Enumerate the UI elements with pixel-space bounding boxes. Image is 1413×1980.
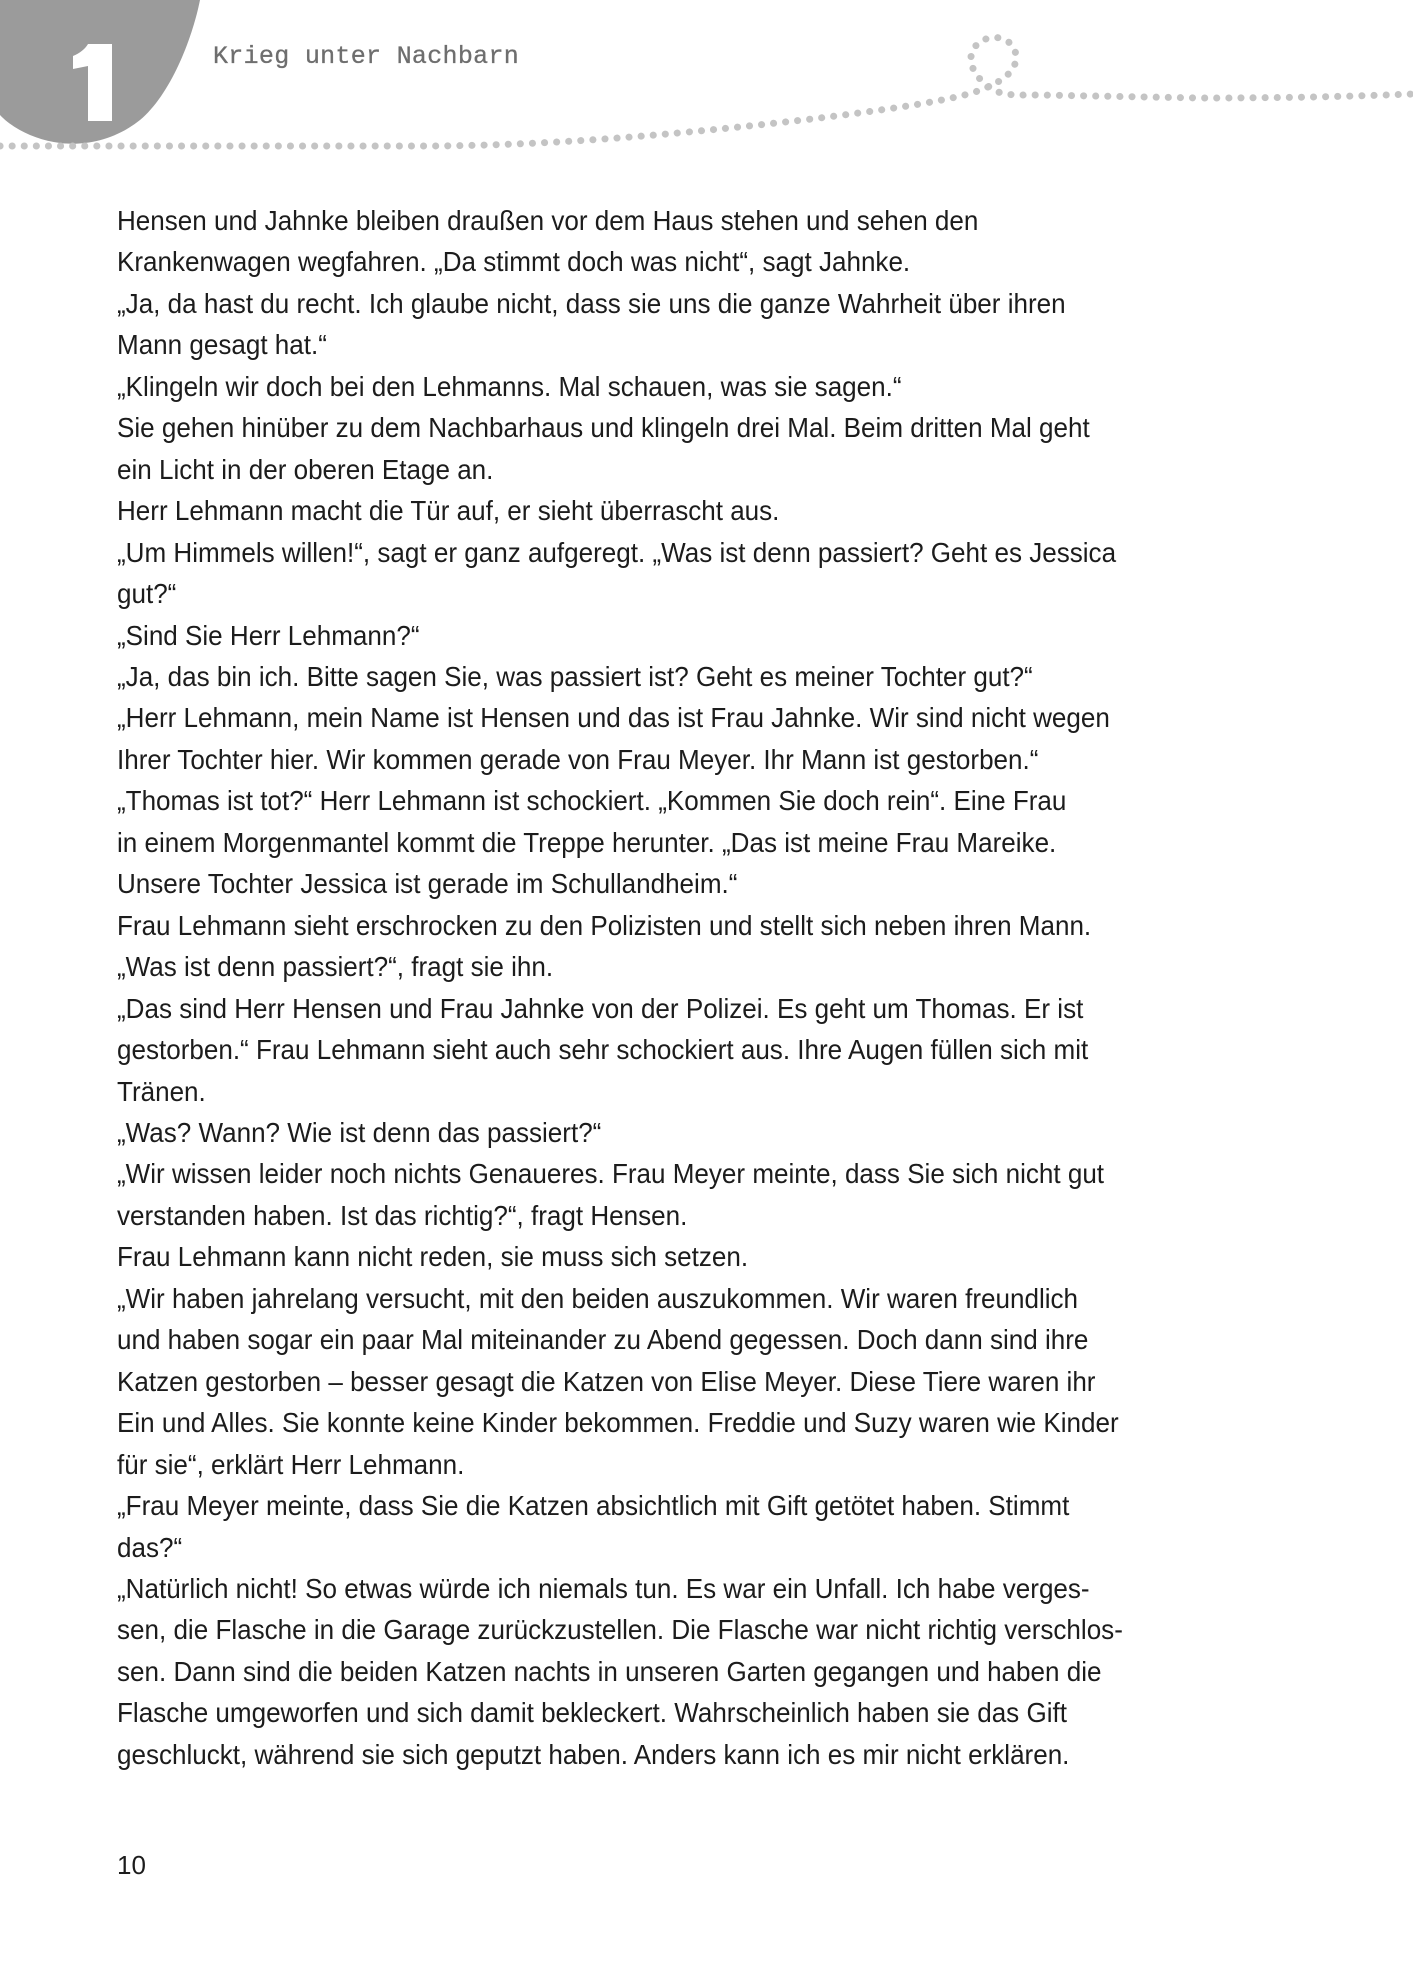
text-line: geschluckt, während sie sich geputzt haben. Anders kann ich es mir nicht erklären. <box>117 1738 1070 1770</box>
text-line: Frau Lehmann kann nicht reden, sie muss sich setzen. <box>117 1241 749 1273</box>
text-line: Flasche umgeworfen und sich damit bekleckert. Wahrscheinlich haben sie das Gift <box>117 1697 1067 1729</box>
text-line: gut?“ <box>117 578 177 610</box>
text-line: Mann gesagt hat.“ <box>117 329 327 361</box>
text-line: verstanden haben. Ist das richtig?“, fragt Hensen. <box>117 1199 688 1231</box>
text-line: Ihrer Tochter hier. Wir kommen gerade von Frau Meyer. Ihr Mann ist gestorben.“ <box>117 743 1039 775</box>
text-line: Tränen. <box>117 1075 206 1107</box>
text-line: Katzen gestorben – besser gesagt die Katzen von Elise Meyer. Diese Tiere waren ihr <box>117 1365 1096 1397</box>
text-line: Ein und Alles. Sie konnte keine Kinder bekommen. Freddie und Suzy waren wie Kinder <box>117 1407 1119 1439</box>
text-line: Sie gehen hinüber zu dem Nachbarhaus und klingeln drei Mal. Beim dritten Mal geht <box>117 412 1090 444</box>
text-line: ein Licht in der oberen Etage an. <box>117 453 494 485</box>
page-number: 10 <box>117 1850 146 1880</box>
text-line: gestorben.“ Frau Lehmann sieht auch sehr schockiert aus. Ihre Augen füllen sich mit <box>117 1034 1089 1066</box>
text-line: Hensen und Jahnke bleiben draußen vor dem Haus stehen und sehen den <box>117 205 979 236</box>
text-line: das?“ <box>117 1531 183 1563</box>
text-line: „Wir haben jahrelang versucht, mit den beiden auszukommen. Wir waren freundlich <box>117 1282 1079 1314</box>
text-line: „Was ist denn passiert?“, fragt sie ihn. <box>117 951 554 983</box>
text-line: Frau Lehmann sieht erschrocken zu den Polizisten und stellt sich neben ihren Mann. <box>117 909 1092 941</box>
chapter-title: Krieg unter Nachbarn <box>213 42 520 71</box>
text-line: „Sind Sie Herr Lehmann?“ <box>117 619 420 651</box>
text-line: sen, die Flasche in die Garage zurückzustellen. Die Flasche war nicht richtig verschlos- <box>117 1614 1123 1646</box>
text-line: „Um Himmels willen!“, sagt er ganz aufgeregt. „Was ist denn passiert? Geht es Jessica <box>117 536 1117 568</box>
story-text <box>117 200 1257 1775</box>
text-line: Unsere Tochter Jessica ist gerade im Schullandheim.“ <box>117 868 738 900</box>
text-line: in einem Morgenmantel kommt die Treppe herunter. „Das ist meine Frau Mareike. <box>117 826 1057 858</box>
text-line: und haben sogar ein paar Mal miteinander zu Abend gegessen. Doch dann sind ihre <box>117 1324 1089 1356</box>
chapter-number-tab <box>0 0 220 160</box>
text-line: „Ja, da hast du recht. Ich glaube nicht, dass sie uns die ganze Wahrheit über ihren <box>117 287 1066 319</box>
text-line: „Klingeln wir doch bei den Lehmanns. Mal schauen, was sie sagen.“ <box>117 370 902 402</box>
text-line: „Ja, das bin ich. Bitte sagen Sie, was passiert ist? Geht es meiner Tochter gut?“ <box>117 660 1033 692</box>
text-line: „Herr Lehmann, mein Name ist Hensen und das ist Frau Jahnke. Wir sind nicht wegen <box>117 702 1110 734</box>
text-line: Herr Lehmann macht die Tür auf, er sieht überrascht aus. <box>117 495 780 527</box>
text-line: „Frau Meyer meinte, dass Sie die Katzen absichtlich mit Gift getötet haben. Stimmt <box>117 1490 1070 1522</box>
text-line: für sie“, erklärt Herr Lehmann. <box>117 1448 465 1480</box>
text-line: sen. Dann sind die beiden Katzen nachts in unseren Garten gegangen und haben die <box>117 1655 1102 1687</box>
text-line: „Das sind Herr Hensen und Frau Jahnke von der Polizei. Es geht um Thomas. Er ist <box>117 992 1084 1024</box>
text-line: „Thomas ist tot?“ Herr Lehmann ist schockiert. „Kommen Sie doch rein“. Eine Frau <box>117 785 1067 817</box>
text-line: Krankenwagen wegfahren. „Da stimmt doch was nicht“, sagt Jahnke. <box>117 246 911 278</box>
text-line: „Was? Wann? Wie ist denn das passiert?“ <box>117 1116 602 1148</box>
text-line: „Wir wissen leider noch nichts Genaueres. Frau Meyer meinte, dass Sie sich nicht gut <box>117 1158 1105 1190</box>
text-line: „Natürlich nicht! So etwas würde ich niemals tun. Es war ein Unfall. Ich habe verges- <box>117 1572 1090 1604</box>
